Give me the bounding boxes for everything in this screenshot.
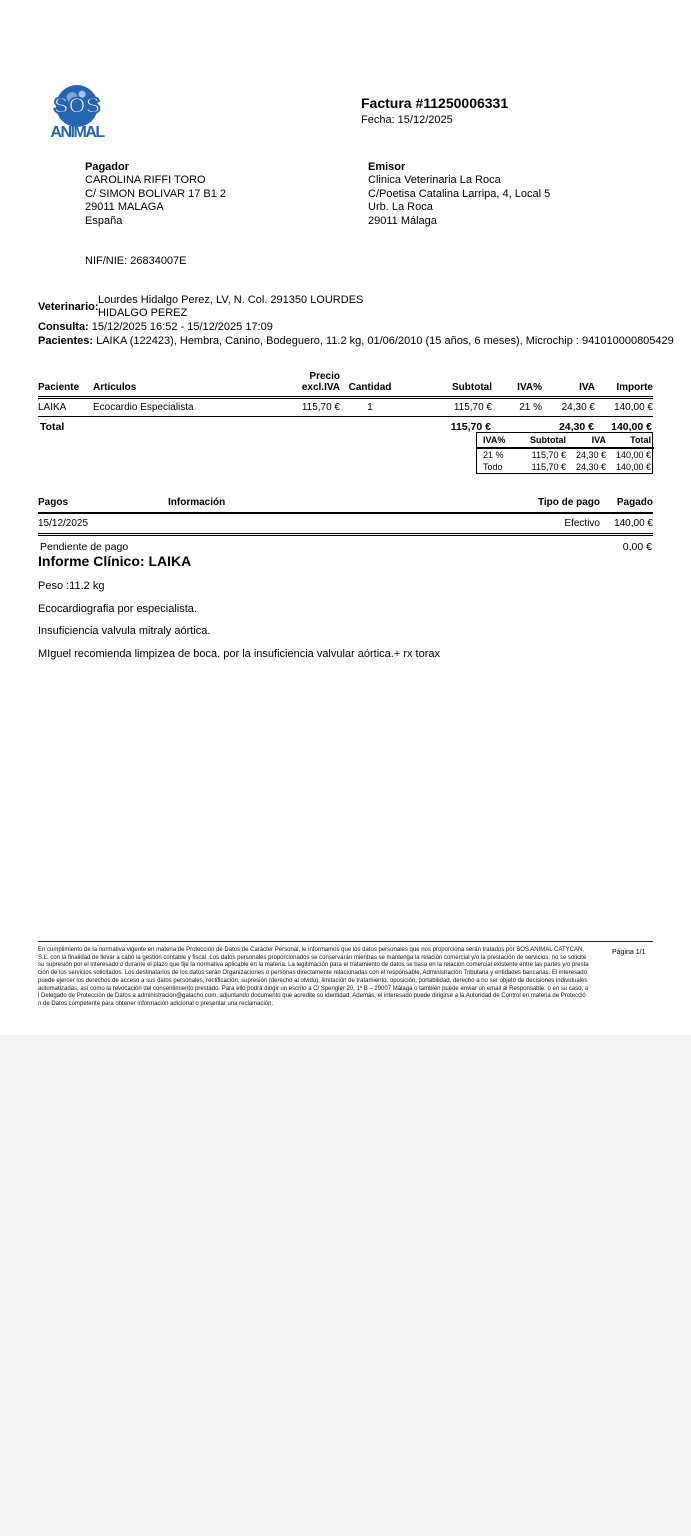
tax-col-iva-pct: IVA%: [477, 433, 513, 448]
legal-line: su supresión por el interesado o durante el plazo que fije la normativa aplicable en la materia. La legitimación para el tratamiento de datos se basa en la relación comercial existente entre las partes y/o presta: [38, 962, 589, 969]
payment-amount: 140,00 €: [600, 513, 653, 535]
report-line: Ecocardiografia por especialista.: [38, 602, 197, 615]
col-paciente: Paciente: [38, 371, 93, 398]
issuer-block: [368, 161, 550, 228]
pending-label: Pendiente de pago: [40, 541, 129, 553]
payer-title: Pagador: [85, 161, 130, 173]
col-cantidad: Cantidad: [340, 371, 400, 398]
issuer-address: C/Poetisa Catalina Larripa, 4, Local 5: [368, 187, 551, 200]
consultation-value: 15/12/2025 16:52 - 15/12/2025 17:09: [91, 321, 273, 333]
col-informacion: Información: [168, 497, 470, 513]
veterinarian-row: [38, 294, 398, 320]
report-line: Insuficiencia valvula mitraly aórtica.: [38, 625, 211, 637]
items-table: [38, 371, 653, 434]
payment-date: 15/12/2025: [38, 513, 168, 535]
payer-nif: NIF/NIE: 26834007E: [85, 255, 187, 267]
total-importe: 140,00 €: [611, 421, 652, 433]
issuer-city: 29011 Málaga: [368, 214, 437, 227]
issuer-urbanization: Urb. La Roca: [368, 201, 433, 214]
tax-col-subtotal: Subtotal: [513, 433, 569, 448]
pending-amount: 0,00 €: [622, 541, 652, 553]
tax-summary-box: [476, 432, 653, 474]
legal-line: l Delegado de Protección de Datos a administracion@galacho.com, adjuntando documento que acredite su identidad. Además, el interesado puede dirigirse a la Autoridad de Control en materia de Protecció: [38, 993, 586, 1000]
tax-subtotal: 115,70 €: [531, 462, 566, 472]
item-paciente: LAIKA: [38, 398, 93, 417]
sos-animal-logo: [45, 85, 109, 139]
tax-col-iva: IVA: [569, 433, 609, 448]
payer-address: C/ SIMON BOLIVAR 17 B1 2: [85, 187, 227, 200]
item-row: [38, 398, 653, 417]
report-weight: Peso :11.2 kg: [38, 580, 105, 592]
payments-table: [38, 497, 653, 554]
items-header-row: [38, 371, 653, 398]
col-articulos: Articulos: [93, 371, 278, 398]
tax-iva: 24,30 €: [575, 450, 606, 460]
legal-line: S.L. con la finalidad de llevar a cabo la gestión contable y fiscal. Los datos personales proporcionados se conservarán mientras se mantenga la relación comercial y/o la prestación de servicios, no se solicite: [38, 954, 587, 961]
legal-line: automatizadas, así como la revocación del consentimiento prestado. Para ello podrá dirigir un escrito a C/ Spengler 20, 1º B – 29007 Málaga o también puede enviar un email al Responsable, o en su caso, a: [38, 985, 589, 992]
item-importe: 140,00 €: [595, 398, 653, 417]
invoice-date: Fecha: 15/12/2025: [361, 114, 453, 126]
tax-subtotal: 115,70 €: [531, 450, 566, 460]
col-pagos: Pagos: [38, 497, 168, 513]
payment-info: [168, 513, 470, 535]
col-iva-pct: IVA%: [492, 371, 542, 398]
col-importe: Importe: [595, 371, 653, 398]
logo-text-sos: SOS: [53, 93, 101, 118]
patients-value: LAIKA (122423), Hembra, Canino, Bodeguero, 11.2 kg, 01/06/2010 (15 años, 6 meses), Microchip : 941010000805429: [96, 335, 674, 347]
patients-label: Pacientes:: [38, 335, 94, 347]
legal-line: puede ejercer los derechos de acceso a sus datos personales, rectificación, supresión (derecho al olvido), limitación de tratamiento, oposición, portabilidad, derecho a no ser objeto de decisiones individuales: [38, 977, 588, 984]
item-iva-pct: 21 %: [492, 398, 542, 417]
tax-header-row: [477, 433, 654, 448]
col-pagado: Pagado: [600, 497, 653, 513]
issuer-title: Emisor: [368, 161, 406, 173]
legal-text: [38, 947, 613, 1009]
invoice-number-title: Factura #11250006331: [361, 95, 509, 111]
legal-line: En cumplimiento de la normativa vigente en materia de Protección de Datos de Carácter Personal, le informamos que los datos personales que nos proporciona serán tratados por SOS ANIMAL CATYCAN,: [38, 947, 584, 953]
tax-rate: Todo: [483, 462, 503, 472]
clinical-report-body: [38, 580, 638, 670]
consultation-row: [38, 321, 273, 333]
tax-col-total: Total: [609, 433, 654, 448]
tax-row: [477, 461, 654, 473]
item-articulo: Ecocardio Especialista: [93, 398, 278, 417]
tax-total: 140,00 €: [615, 462, 651, 472]
report-line: MIguel recomienda limpizea de boca. por la insuficiencia valvular aórtica.+ rx torax: [38, 647, 440, 660]
legal-line: ción de los servicios solicitados. Los destinatarios de los datos serán Organizaciones o personas directamente relacionadas con el responsable, Administración Tributaria y entidades bancarias. El interesado: [38, 970, 587, 977]
tax-rate: 21 %: [483, 450, 504, 460]
clinical-report-title: Informe Clínico: LAIKA: [38, 553, 192, 569]
legal-line: n de Datos competente para obtener información adicional o presentar una reclamación.: [38, 1000, 274, 1007]
total-label: Total: [40, 421, 65, 433]
pending-row: [38, 535, 653, 555]
veterinarian-label: Veterinario:: [38, 301, 99, 313]
total-iva: 24,30 €: [558, 421, 594, 433]
footer-divider: [38, 941, 653, 942]
payer-country: España: [85, 214, 123, 227]
tax-total: 140,00 €: [615, 450, 651, 460]
item-subtotal: 115,70 €: [400, 398, 492, 417]
payments-header-row: [38, 497, 653, 513]
item-cantidad: 1: [340, 398, 400, 417]
col-tipo-de-pago: Tipo de pago: [470, 497, 600, 513]
payment-row: [38, 513, 653, 535]
item-iva: 24,30 €: [542, 398, 595, 417]
patients-row: [38, 335, 674, 347]
payer-city: 29011 MALAGA: [85, 201, 164, 214]
logo-text-animal: ANIMAL: [50, 124, 104, 141]
col-precio-excl-iva: Precio excl.IVA: [278, 371, 340, 398]
total-subtotal: 115,70 €: [450, 421, 491, 433]
page-number: Página 1/1: [612, 949, 646, 956]
col-iva: IVA: [542, 371, 595, 398]
tax-row: [477, 448, 654, 461]
col-subtotal: Subtotal: [400, 371, 492, 398]
item-precio: 115,70 €: [278, 398, 340, 417]
consultation-label: Consulta:: [38, 321, 89, 333]
veterinarian-value: Lourdes Hidalgo Perez, LV, N. Col. 291350 LOURDES HIDALGO PEREZ: [98, 294, 364, 319]
payer-name: CAROLINA RIFFI TORO: [85, 174, 206, 187]
issuer-name: Clinica Veterinaria La Roca: [368, 174, 501, 187]
tax-iva: 24,30 €: [575, 462, 606, 472]
tax-summary-table: [477, 433, 654, 473]
payer-block: [85, 161, 226, 228]
payment-method: Efectivo: [470, 513, 600, 535]
